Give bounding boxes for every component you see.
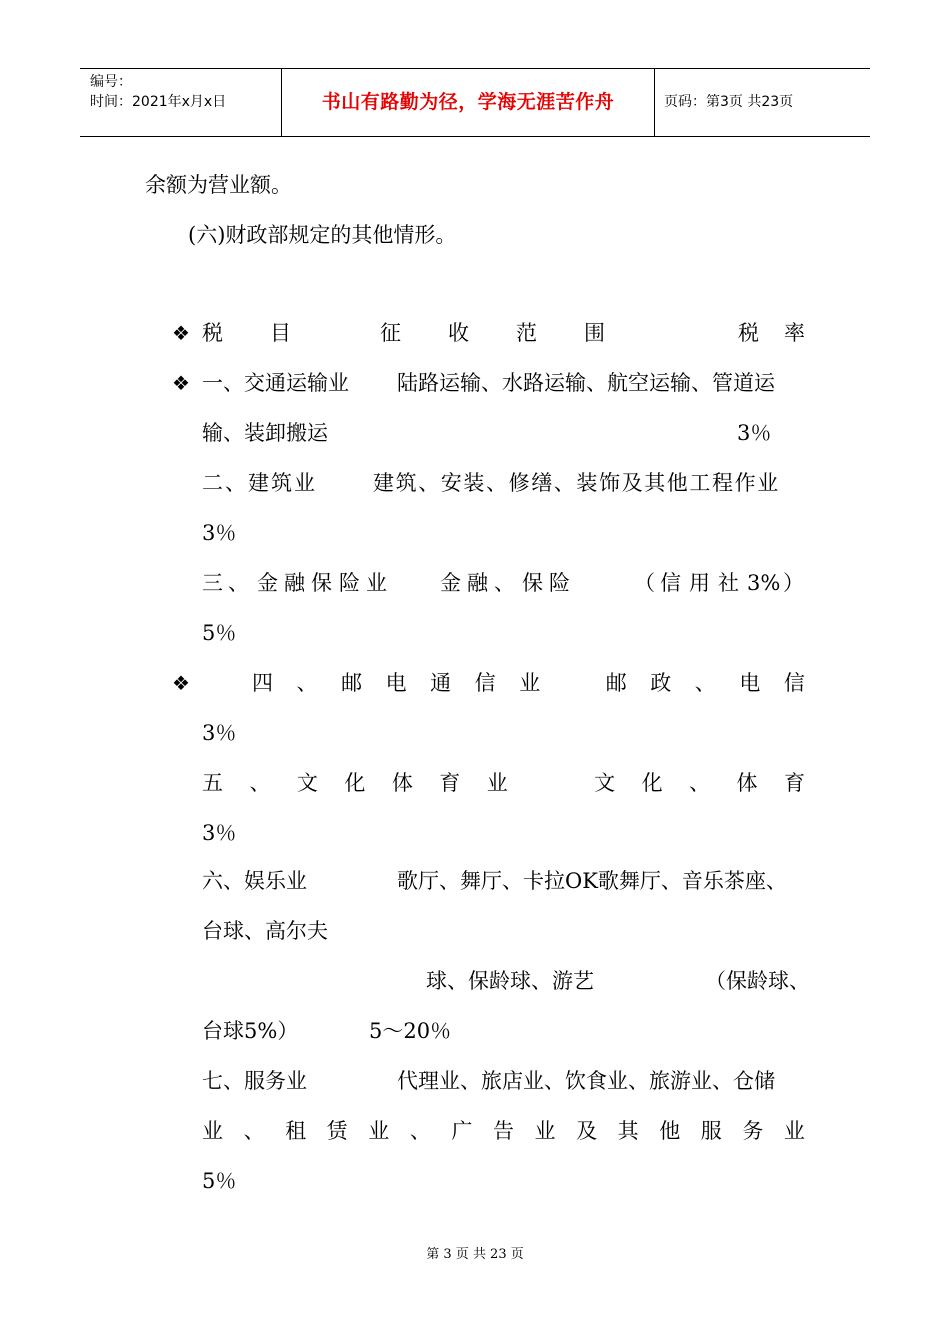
row6-rate: 5～20％	[369, 1019, 452, 1043]
row7-scope-cont	[202, 1116, 805, 1146]
row3-char: 社	[718, 571, 739, 595]
row4-char: 电	[385, 671, 407, 695]
row6-scope-cont-2: 球、保龄球、游艺	[426, 969, 594, 993]
row7-char: 、	[243, 1119, 265, 1143]
table-header-cell: 收	[448, 321, 469, 345]
row4-char: 、	[296, 671, 318, 695]
table-header-cell: 征	[380, 321, 401, 345]
row4-char: 通	[430, 671, 452, 695]
row1-category: 一、交通运输业	[202, 371, 349, 395]
row7-char: 租	[285, 1119, 307, 1143]
body-line-1: 余额为营业额。	[145, 173, 292, 197]
row3-char: 、	[494, 571, 515, 595]
row7-char: 赁	[326, 1119, 348, 1143]
row7-char: 业	[202, 1119, 223, 1143]
row5-char: 、	[689, 771, 711, 795]
row4-char: 邮	[605, 671, 627, 695]
row7-category: 七、服务业	[202, 1069, 307, 1093]
row2-scope: 建筑、安装、修缮、装饰及其他工程作业	[373, 471, 780, 495]
row5-char: 育	[439, 771, 461, 795]
row6-category: 六、娱乐业	[202, 869, 307, 893]
row1-rate: 3％	[737, 421, 772, 445]
row7-char: 业	[368, 1119, 390, 1143]
row4-char: 、	[694, 671, 716, 695]
row7-char: 及	[576, 1119, 598, 1143]
body-line-2: (六)财政部规定的其他情形。	[188, 223, 457, 247]
row7-char: 广	[451, 1119, 473, 1143]
row7-scope: 代理业、旅店业、饮食业、旅游业、仓储	[397, 1069, 775, 1093]
row3-rate: 5％	[202, 621, 237, 645]
row5-char: 文	[594, 771, 616, 795]
row6-scope-cont: 台球、高尔夫	[202, 919, 328, 943]
row4-char: 电	[739, 671, 761, 695]
row3-char: 3%	[747, 571, 781, 595]
row4-char: 业	[519, 671, 541, 695]
row3-char: 融	[467, 571, 488, 595]
header-meta	[80, 69, 282, 136]
row3-char: 保	[522, 571, 543, 595]
row3-char: 保	[311, 571, 332, 595]
date-label: 时间：2021年x月x日	[90, 94, 227, 110]
row5-char: 、	[249, 771, 271, 795]
row7-char: 告	[492, 1119, 514, 1143]
row3-char: 用	[689, 571, 710, 595]
row7-char: 服	[700, 1119, 722, 1143]
row5-char: 化	[344, 771, 366, 795]
bullet-icon: ❖	[172, 371, 190, 395]
table-header-cell: 税	[738, 321, 759, 345]
row4-char: 信	[783, 671, 805, 695]
page-footer: 第 3 页 共 23 页	[426, 1247, 524, 1262]
row7-char: 务	[742, 1119, 764, 1143]
row1-scope: 陆路运输、水路运输、航空运输、管道运	[397, 371, 775, 395]
number-label: 编号：	[90, 74, 132, 90]
row5-char: 五	[202, 771, 223, 795]
row3-char: 信	[660, 571, 681, 595]
table-header-cell: 率	[784, 321, 805, 345]
bullet-icon: ❖	[172, 321, 190, 345]
row6-note: （保龄球、	[705, 969, 810, 993]
table-header-cell: 目	[270, 321, 291, 345]
row7-char: 他	[659, 1119, 681, 1143]
row4-char: 信	[474, 671, 496, 695]
row3-char: 金	[257, 571, 278, 595]
row6-scope: 歌厅、舞厅、卡拉OK歌舞厅、音乐茶座、	[397, 869, 787, 893]
row3-char: 融	[284, 571, 305, 595]
row4-line	[252, 668, 805, 698]
row5-line	[202, 768, 805, 798]
row4-char: 邮	[341, 671, 363, 695]
row7-char: 其	[617, 1119, 639, 1143]
row3-char: 险	[549, 571, 570, 595]
table-header-cell: 税	[202, 321, 223, 345]
row5-char: 体	[736, 771, 758, 795]
table-header-cell: 范	[516, 321, 537, 345]
row2-rate: 3％	[202, 521, 237, 545]
row2-category: 二、建筑业	[202, 471, 317, 495]
row3-char: 金	[440, 571, 461, 595]
row3-char: 三	[202, 571, 223, 595]
row3-line	[202, 568, 805, 598]
table-header-cell: 围	[584, 321, 605, 345]
row3-char: ）	[783, 571, 804, 595]
row4-char: 政	[650, 671, 672, 695]
row3-char: （	[634, 571, 655, 595]
row5-char: 育	[783, 771, 805, 795]
header-motto: 书山有路勤为径，学海无涯苦作舟	[282, 69, 655, 136]
row5-rate: 3％	[202, 821, 237, 845]
table-header	[202, 318, 812, 348]
row7-char: 业	[534, 1119, 556, 1143]
header-page-info: 页码：第3页 共23页	[664, 94, 794, 110]
row7-rate: 5％	[202, 1169, 237, 1193]
row7-char: 、	[409, 1119, 431, 1143]
row7-char: 业	[783, 1119, 805, 1143]
bullet-icon: ❖	[172, 671, 190, 695]
row4-char: 四	[252, 671, 273, 695]
row5-char: 化	[641, 771, 663, 795]
row5-char: 文	[296, 771, 318, 795]
row1-scope-cont: 输、装卸搬运	[202, 421, 328, 445]
row6-note-cont: 台球5%）	[202, 1019, 299, 1043]
row5-char: 体	[391, 771, 413, 795]
row3-char: 、	[228, 571, 249, 595]
row4-rate: 3％	[202, 721, 237, 745]
row3-char: 险	[339, 571, 360, 595]
row3-char: 业	[366, 571, 387, 595]
page-header	[80, 68, 870, 137]
row5-char: 业	[486, 771, 508, 795]
